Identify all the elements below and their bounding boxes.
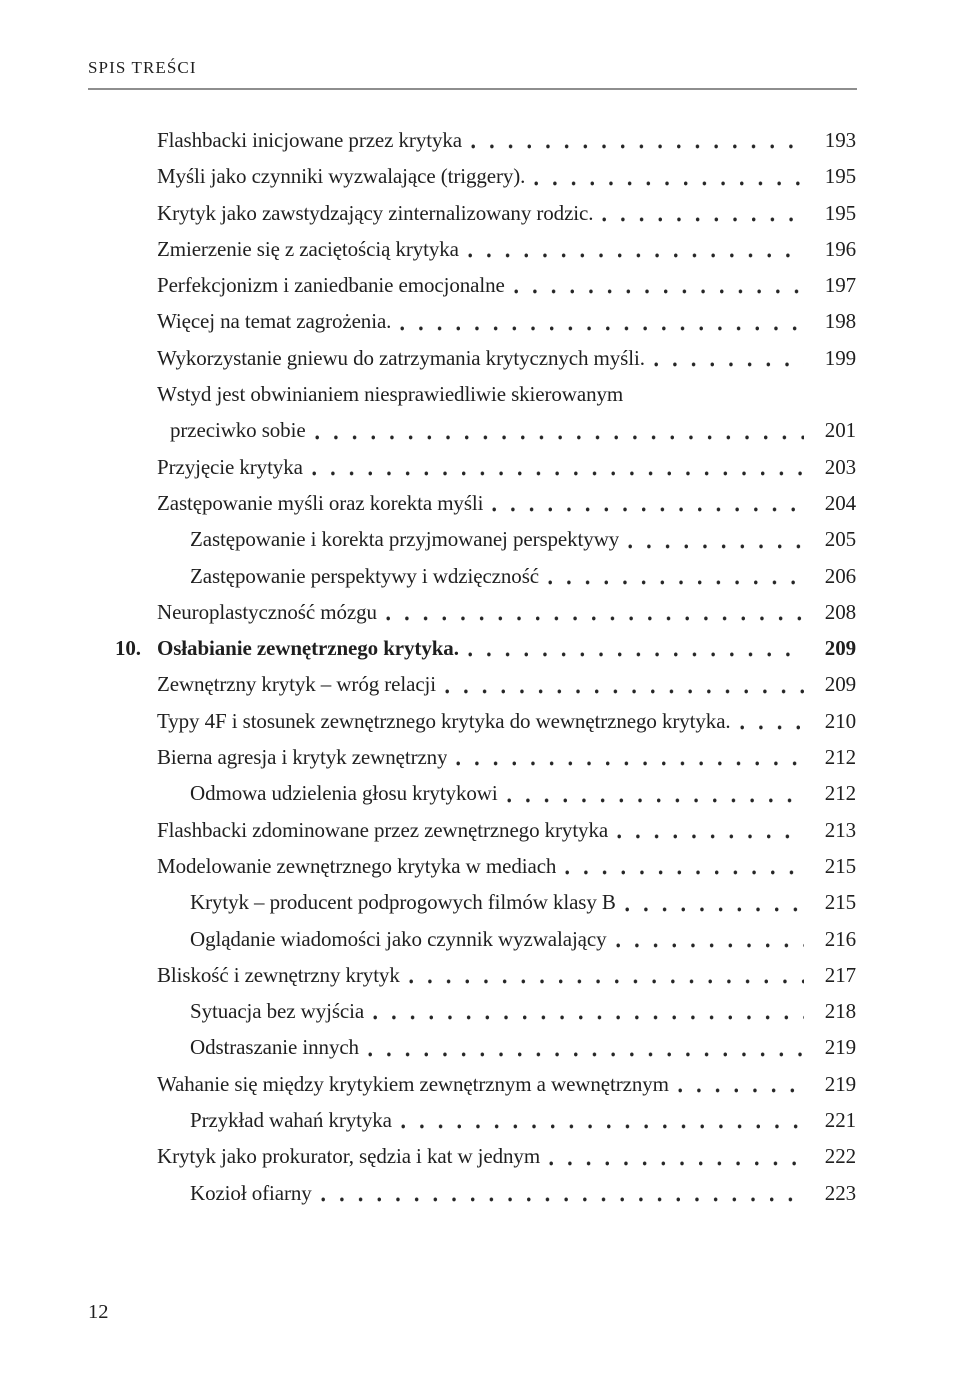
entry-title: Osłabianie zewnętrznego krytyka. bbox=[157, 636, 459, 661]
dot-leader bbox=[321, 1175, 804, 1211]
entry-title: Bierna agresja i krytyk zewnętrzny bbox=[157, 745, 448, 770]
entry-page-number: 199 bbox=[824, 345, 856, 370]
entry-page-number: 198 bbox=[824, 309, 856, 334]
page-number-folio: 12 bbox=[88, 1301, 109, 1323]
toc-entry-row bbox=[115, 993, 856, 1029]
toc-entry-row bbox=[115, 122, 856, 158]
toc-entry-row bbox=[115, 921, 856, 957]
entry-title: Wykorzystanie gniewu do zatrzymania krytycznych myśli. bbox=[157, 345, 645, 370]
entry-page-number: 205 bbox=[824, 527, 856, 552]
entry-page-number: 201 bbox=[824, 418, 856, 443]
toc-entry-row bbox=[115, 449, 856, 485]
entry-title: Neuroplastyczność mózgu bbox=[157, 599, 377, 624]
entry-page-number: 217 bbox=[824, 962, 856, 987]
dot-leader bbox=[400, 303, 804, 339]
entry-title: Odmowa udzielenia głosu krytykowi bbox=[190, 781, 498, 806]
entry-title: Zewnętrzny krytyk – wróg relacji bbox=[157, 672, 437, 697]
entry-page-number: 216 bbox=[824, 926, 856, 951]
dot-leader bbox=[492, 485, 804, 521]
toc-entry-row bbox=[115, 231, 856, 267]
toc-entry-row bbox=[115, 195, 856, 231]
entry-title: Krytyk – producent podprogowych filmów klasy B bbox=[190, 890, 616, 915]
entry-page-number: 206 bbox=[824, 563, 856, 588]
entry-page-number: 209 bbox=[824, 672, 856, 697]
entry-title: Przyjęcie krytyka bbox=[157, 454, 303, 479]
entry-title: Bliskość i zewnętrzny krytyk bbox=[157, 962, 400, 987]
dot-leader bbox=[617, 812, 804, 848]
entry-page-number: 213 bbox=[824, 817, 856, 842]
toc-entry-row bbox=[115, 376, 856, 412]
entry-page-number: 208 bbox=[824, 599, 856, 624]
toc-entry-row bbox=[115, 1138, 856, 1174]
toc-list bbox=[115, 122, 856, 1211]
entry-page-number: 219 bbox=[824, 1071, 856, 1096]
entry-page-number: 195 bbox=[824, 164, 856, 189]
dot-leader bbox=[678, 1066, 804, 1102]
dot-leader bbox=[507, 775, 804, 811]
entry-page-number: 193 bbox=[824, 128, 856, 152]
entry-page-number: 218 bbox=[824, 999, 856, 1024]
toc-entry-row bbox=[115, 412, 856, 448]
entry-title: Wstyd jest obwinianiem niesprawiedliwie skierowanym bbox=[157, 382, 624, 407]
toc-entry-row bbox=[115, 303, 856, 339]
toc-entry-row bbox=[115, 666, 856, 702]
entry-page-number: 221 bbox=[824, 1108, 856, 1133]
entry-page-number: 210 bbox=[824, 708, 856, 733]
dot-leader bbox=[740, 703, 804, 739]
entry-page-number: 196 bbox=[824, 236, 856, 261]
entry-title: Kozioł ofiarny bbox=[190, 1180, 312, 1205]
toc-entry-row bbox=[115, 812, 856, 848]
toc-entry-row bbox=[115, 848, 856, 884]
entry-title: Myśli jako czynniki wyzwalające (triggery). bbox=[157, 164, 526, 189]
toc-chapter-row bbox=[115, 630, 856, 666]
entry-title: Zmierzenie się z zaciętością krytyka bbox=[157, 236, 459, 261]
dot-leader bbox=[315, 412, 804, 448]
toc-entry-row bbox=[115, 267, 856, 303]
toc-entry-row bbox=[115, 1029, 856, 1065]
dot-leader bbox=[386, 594, 804, 630]
toc-entry-row bbox=[115, 957, 856, 993]
toc-entry-row bbox=[115, 158, 856, 194]
header-rule bbox=[88, 88, 857, 90]
entry-title: Więcej na temat zagrożenia. bbox=[157, 309, 392, 334]
dot-leader bbox=[548, 558, 804, 594]
entry-title: przeciwko sobie bbox=[170, 418, 306, 443]
entry-page-number: 212 bbox=[824, 745, 856, 770]
entry-title: Modelowanie zewnętrznego krytyka w mediach bbox=[157, 853, 557, 878]
entry-title: Wahanie się między krytykiem zewnętrznym a wewnętrznym bbox=[157, 1071, 669, 1096]
dot-leader bbox=[456, 739, 804, 775]
entry-title: Przykład wahań krytyka bbox=[190, 1108, 392, 1133]
dot-leader bbox=[468, 231, 804, 267]
toc-entry-row bbox=[115, 340, 856, 376]
dot-leader bbox=[401, 1102, 804, 1138]
toc-entry-row bbox=[115, 1175, 856, 1211]
dot-leader bbox=[534, 158, 804, 194]
dot-leader bbox=[625, 884, 804, 920]
dot-leader bbox=[602, 195, 804, 231]
entry-page-number: 203 bbox=[824, 454, 856, 479]
entry-page-number: 215 bbox=[824, 853, 856, 878]
running-header-title: SPIS TREŚCI bbox=[88, 58, 197, 77]
entry-page-number: 197 bbox=[824, 273, 856, 298]
toc-entry-row bbox=[115, 739, 856, 775]
toc-entry-row bbox=[115, 485, 856, 521]
entry-title: Krytyk jako prokurator, sędzia i kat w jednym bbox=[157, 1144, 541, 1169]
toc-entry-row bbox=[115, 521, 856, 557]
toc-entry-row bbox=[115, 1066, 856, 1102]
toc-entry-row bbox=[115, 594, 856, 630]
entry-title: Oglądanie wiadomości jako czynnik wyzwalający bbox=[190, 926, 607, 951]
dot-leader bbox=[409, 957, 804, 993]
toc-entry-row bbox=[115, 775, 856, 811]
dot-leader bbox=[616, 921, 804, 957]
entry-page-number: 219 bbox=[824, 1035, 856, 1060]
dot-leader bbox=[373, 993, 804, 1029]
entry-title: Sytuacja bez wyjścia bbox=[190, 999, 365, 1024]
dot-leader bbox=[445, 666, 804, 702]
entry-page-number: 209 bbox=[824, 636, 856, 661]
dot-leader bbox=[654, 340, 804, 376]
entry-page-number: 212 bbox=[824, 781, 856, 806]
toc-entry-row bbox=[115, 703, 856, 739]
entry-title: Flashbacki inicjowane przez krytyka bbox=[157, 128, 462, 152]
entry-title: Zastępowanie myśli oraz korekta myśli bbox=[157, 490, 484, 515]
entry-page-number: 215 bbox=[824, 890, 856, 915]
toc-entry-row bbox=[115, 1102, 856, 1138]
entry-title: Odstraszanie innych bbox=[190, 1035, 359, 1060]
entry-page-number: 195 bbox=[824, 200, 856, 225]
entry-title: Zastępowanie i korekta przyjmowanej perspektywy bbox=[190, 527, 620, 552]
entry-page-number: 223 bbox=[824, 1180, 856, 1205]
dot-leader bbox=[514, 267, 804, 303]
dot-leader bbox=[565, 848, 804, 884]
entry-title: Zastępowanie perspektywy i wdzięczność bbox=[190, 563, 539, 588]
dot-leader bbox=[368, 1029, 804, 1065]
chapter-number: 10. bbox=[115, 636, 141, 661]
dot-leader bbox=[628, 521, 804, 557]
dot-leader bbox=[471, 122, 804, 158]
toc-entry-row bbox=[115, 884, 856, 920]
entry-title: Flashbacki zdominowane przez zewnętrznego krytyka bbox=[157, 817, 609, 842]
entry-page-number: 222 bbox=[824, 1144, 856, 1169]
toc-entry-row bbox=[115, 558, 856, 594]
dot-leader bbox=[312, 449, 804, 485]
entry-page-number: 204 bbox=[824, 490, 856, 515]
entry-title: Typy 4F i stosunek zewnętrznego krytyka do wewnętrznego krytyka. bbox=[157, 708, 731, 733]
dot-leader bbox=[549, 1138, 804, 1174]
entry-title: Krytyk jako zawstydzający zinternalizowany rodzic. bbox=[157, 200, 594, 225]
entry-title: Perfekcjonizm i zaniedbanie emocjonalne bbox=[157, 273, 505, 298]
dot-leader bbox=[468, 630, 804, 666]
